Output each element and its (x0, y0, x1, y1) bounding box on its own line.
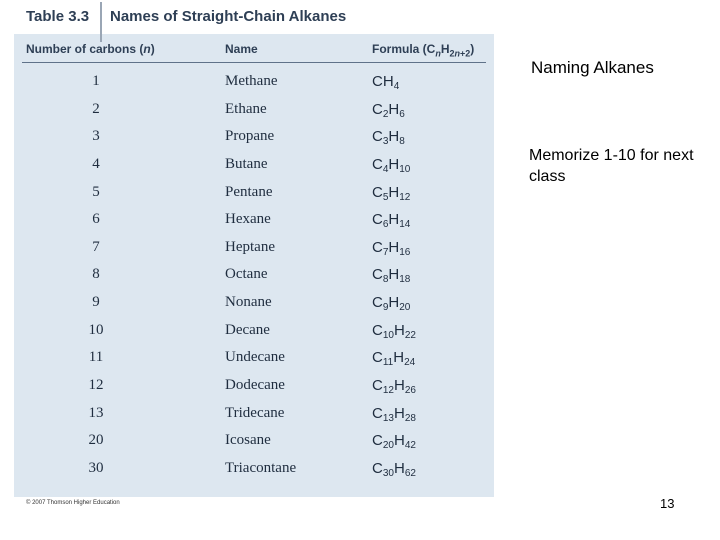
alkane-name-cell: Tridecane (225, 404, 285, 421)
carbon-count-cell: 12 (88, 377, 104, 394)
header-formula: Formula $(C_nH_{2n+2})$ (372, 42, 475, 59)
alkane-name-cell: Icosane (225, 432, 271, 449)
carbon-count-cell: 5 (92, 183, 100, 200)
hydrogen-subscript: 4 (393, 81, 400, 92)
carbon-count-cell: 9 (92, 294, 100, 311)
formula-cell: $C_{30}H_{62}$ (372, 459, 416, 479)
hydrogen-subscript: 6 (399, 108, 405, 120)
formula-cell: $C_{12}H_{26}$ (372, 377, 416, 397)
alkane-name-cell: Triacontane (225, 459, 297, 476)
formula-cell: $C_7H_{16}$ (372, 238, 411, 258)
alkane-name-cell: Propane (225, 128, 275, 145)
carbon-subscript: 12 (382, 385, 394, 397)
formula-cell: $C_{10}H_{22}$ (372, 321, 416, 341)
table-row (14, 345, 494, 373)
table-row (14, 207, 494, 235)
carbon-count-cell: 20 (88, 432, 104, 449)
alkane-name-cell: Heptane (225, 238, 275, 255)
alkane-name-cell: Butane (225, 155, 268, 172)
table-row (14, 456, 494, 484)
table-row (14, 428, 494, 456)
memo-text: Memorize 1-10 for next class (529, 147, 694, 185)
alkane-name-cell: Undecane (225, 349, 285, 366)
page-number: 13 (660, 496, 675, 511)
carbon-count-cell: 4 (92, 155, 100, 172)
table-row (14, 235, 494, 263)
alkane-name-cell: Methane (225, 73, 278, 89)
carbon-subscript: 11 (382, 357, 394, 369)
carbon-subscript: 3 (382, 136, 389, 148)
table-row (14, 69, 494, 97)
table-row (14, 152, 494, 180)
carbon-subscript: 20 (382, 440, 394, 452)
table-title-bar (14, 0, 494, 34)
carbon-count-cell: 3 (92, 128, 100, 145)
table-title: Names of Straight-Chain Alkanes (110, 8, 347, 25)
formula-cell: $C_4H_{10}$ (372, 155, 411, 175)
table-body (14, 69, 494, 484)
carbon-subscript: 2 (382, 108, 389, 120)
carbon-count-cell: 1 (92, 73, 100, 89)
table-row (14, 97, 494, 125)
alkane-name-cell: Nonane (225, 294, 272, 311)
formula-cell: $C_{13}H_{28}$ (372, 404, 416, 424)
hydrogen-subscript: 42 (404, 440, 416, 452)
table-row (14, 124, 494, 152)
alkane-name-cell: Pentane (225, 183, 273, 200)
table-row (14, 180, 494, 208)
hydrogen-subscript: 12 (399, 191, 411, 203)
alkane-name-cell: Dodecane (225, 377, 285, 394)
alkane-name-cell: Decane (225, 321, 270, 338)
carbon-count-cell: 30 (88, 459, 104, 476)
header-rule (22, 62, 486, 63)
carbon-count-cell: 13 (88, 404, 104, 421)
table-row (14, 401, 494, 429)
carbon-count-cell: 7 (92, 238, 100, 255)
hydrogen-subscript: 8 (399, 136, 405, 148)
hydrogen-subscript: 14 (399, 219, 411, 231)
formula-cell: $C_6H_{14}$ (372, 211, 411, 231)
carbon-count-cell: 2 (92, 100, 100, 117)
alkane-table (14, 0, 494, 506)
carbon-subscript: 8 (382, 274, 389, 286)
carbon-count-cell: 10 (88, 321, 104, 338)
alkane-name-cell: Ethane (225, 100, 267, 117)
carbon-subscript: 30 (382, 467, 394, 479)
carbon-subscript: 13 (382, 412, 394, 424)
hydrogen-subscript: 24 (404, 357, 416, 369)
table-header-row (14, 36, 494, 62)
table-row (14, 318, 494, 346)
table-row (14, 290, 494, 318)
carbon-subscript: 4 (382, 163, 389, 175)
hydrogen-subscript: 26 (404, 385, 416, 397)
alkane-name-cell: Hexane (225, 211, 271, 228)
header-carbons: Number of carbons (n) (26, 42, 155, 56)
carbon-subscript: 10 (382, 329, 394, 341)
carbon-subscript: 7 (382, 246, 389, 258)
carbon-subscript: 6 (382, 219, 389, 231)
table-row (14, 373, 494, 401)
header-name: Name (225, 42, 258, 56)
formula-cell: $C_{20}H_{42}$ (372, 432, 416, 452)
formula-cell: $CH_4$ (372, 73, 400, 92)
hydrogen-subscript: 18 (399, 274, 411, 286)
table-number: Table 3.3 (26, 8, 90, 25)
hydrogen-subscript: 22 (404, 329, 416, 341)
formula-cell: $C_5H_{12}$ (372, 183, 411, 203)
carbon-count-cell: 6 (92, 211, 100, 228)
formula-cell: $C_2H_6$ (372, 100, 405, 120)
alkane-name-cell: Octane (225, 266, 268, 283)
formula-cell: $C_{11}H_{24}$ (372, 349, 416, 369)
carbon-count-cell: 11 (88, 349, 104, 366)
formula-cell: $C_9H_{20}$ (372, 294, 411, 314)
hydrogen-subscript: 62 (404, 467, 416, 479)
hydrogen-subscript: 10 (399, 163, 411, 175)
hydrogen-subscript: 28 (404, 412, 416, 424)
table-row (14, 262, 494, 290)
carbon-subscript: 9 (382, 302, 389, 314)
carbon-count-cell: 8 (92, 266, 100, 283)
hydrogen-subscript: 20 (399, 302, 411, 314)
copyright-text: © 2007 Thomson Higher Education (26, 500, 120, 506)
hydrogen-subscript: 16 (399, 246, 411, 258)
formula-cell: $C_3H_8$ (372, 128, 405, 148)
carbon-subscript: 5 (382, 191, 389, 203)
formula-cell: $C_8H_{18}$ (372, 266, 411, 286)
slide-title: Naming Alkanes (531, 58, 654, 77)
